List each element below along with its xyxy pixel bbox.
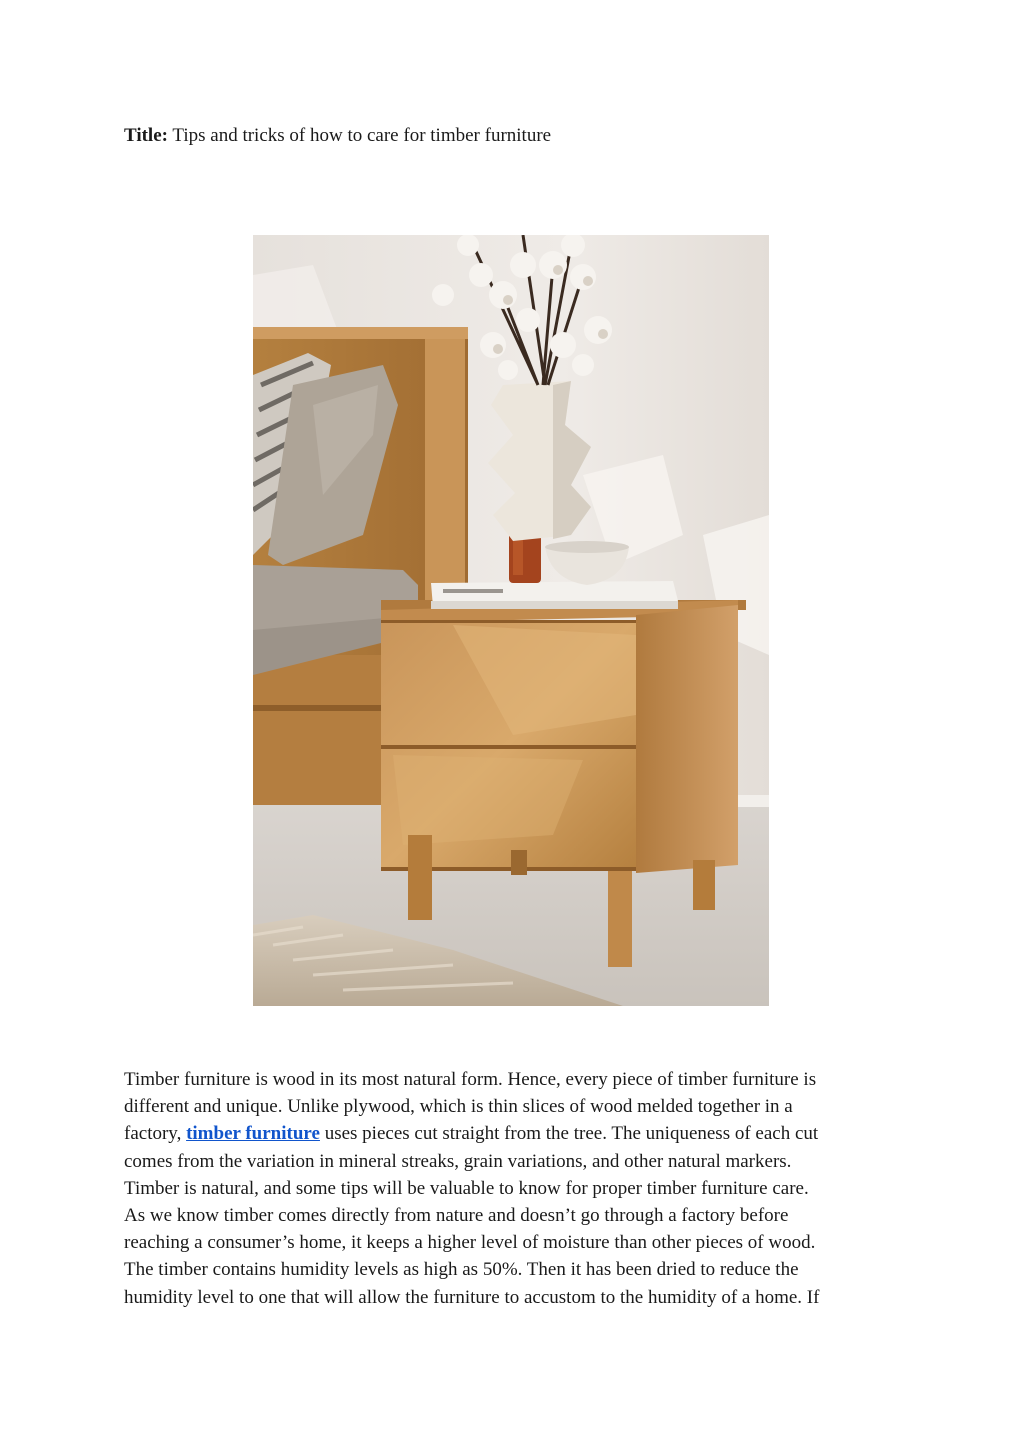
body-text-segment: factory, (124, 1123, 187, 1145)
body-line: The timber contains humidity levels as high as 50%. Then it has been dried to reduce the (124, 1259, 799, 1281)
body-line: As we know timber comes directly from nature and doesn’t go through a factory before (124, 1205, 789, 1227)
body-paragraph (124, 1066, 904, 1311)
title-text: Tips and tricks of how to care for timber furniture (172, 125, 552, 146)
body-line: comes from the variation in mineral streaks, grain variations, and other natural markers. (124, 1150, 792, 1172)
timber-furniture-link[interactable]: timber furniture (186, 1123, 320, 1145)
body-line: reaching a consumer’s home, it keeps a higher level of moisture than other pieces of wood. (124, 1232, 816, 1254)
body-line-with-link (124, 1120, 904, 1147)
body-line: humidity level to one that will allow the furniture to accustom to the humidity of a home. If (124, 1286, 820, 1308)
body-text-segment: uses pieces cut straight from the tree. The uniqueness of each cut (319, 1123, 819, 1145)
body-line: different and unique. Unlike plywood, which is thin slices of wood melded together in a (124, 1096, 793, 1118)
bedside-table-photo (253, 235, 769, 1006)
title-label: Title: (124, 125, 168, 146)
body-line: Timber is natural, and some tips will be valuable to know for proper timber furniture care. (124, 1177, 809, 1199)
document-title (124, 124, 551, 148)
body-line: Timber furniture is wood in its most natural form. Hence, every piece of timber furniture is (124, 1069, 817, 1090)
